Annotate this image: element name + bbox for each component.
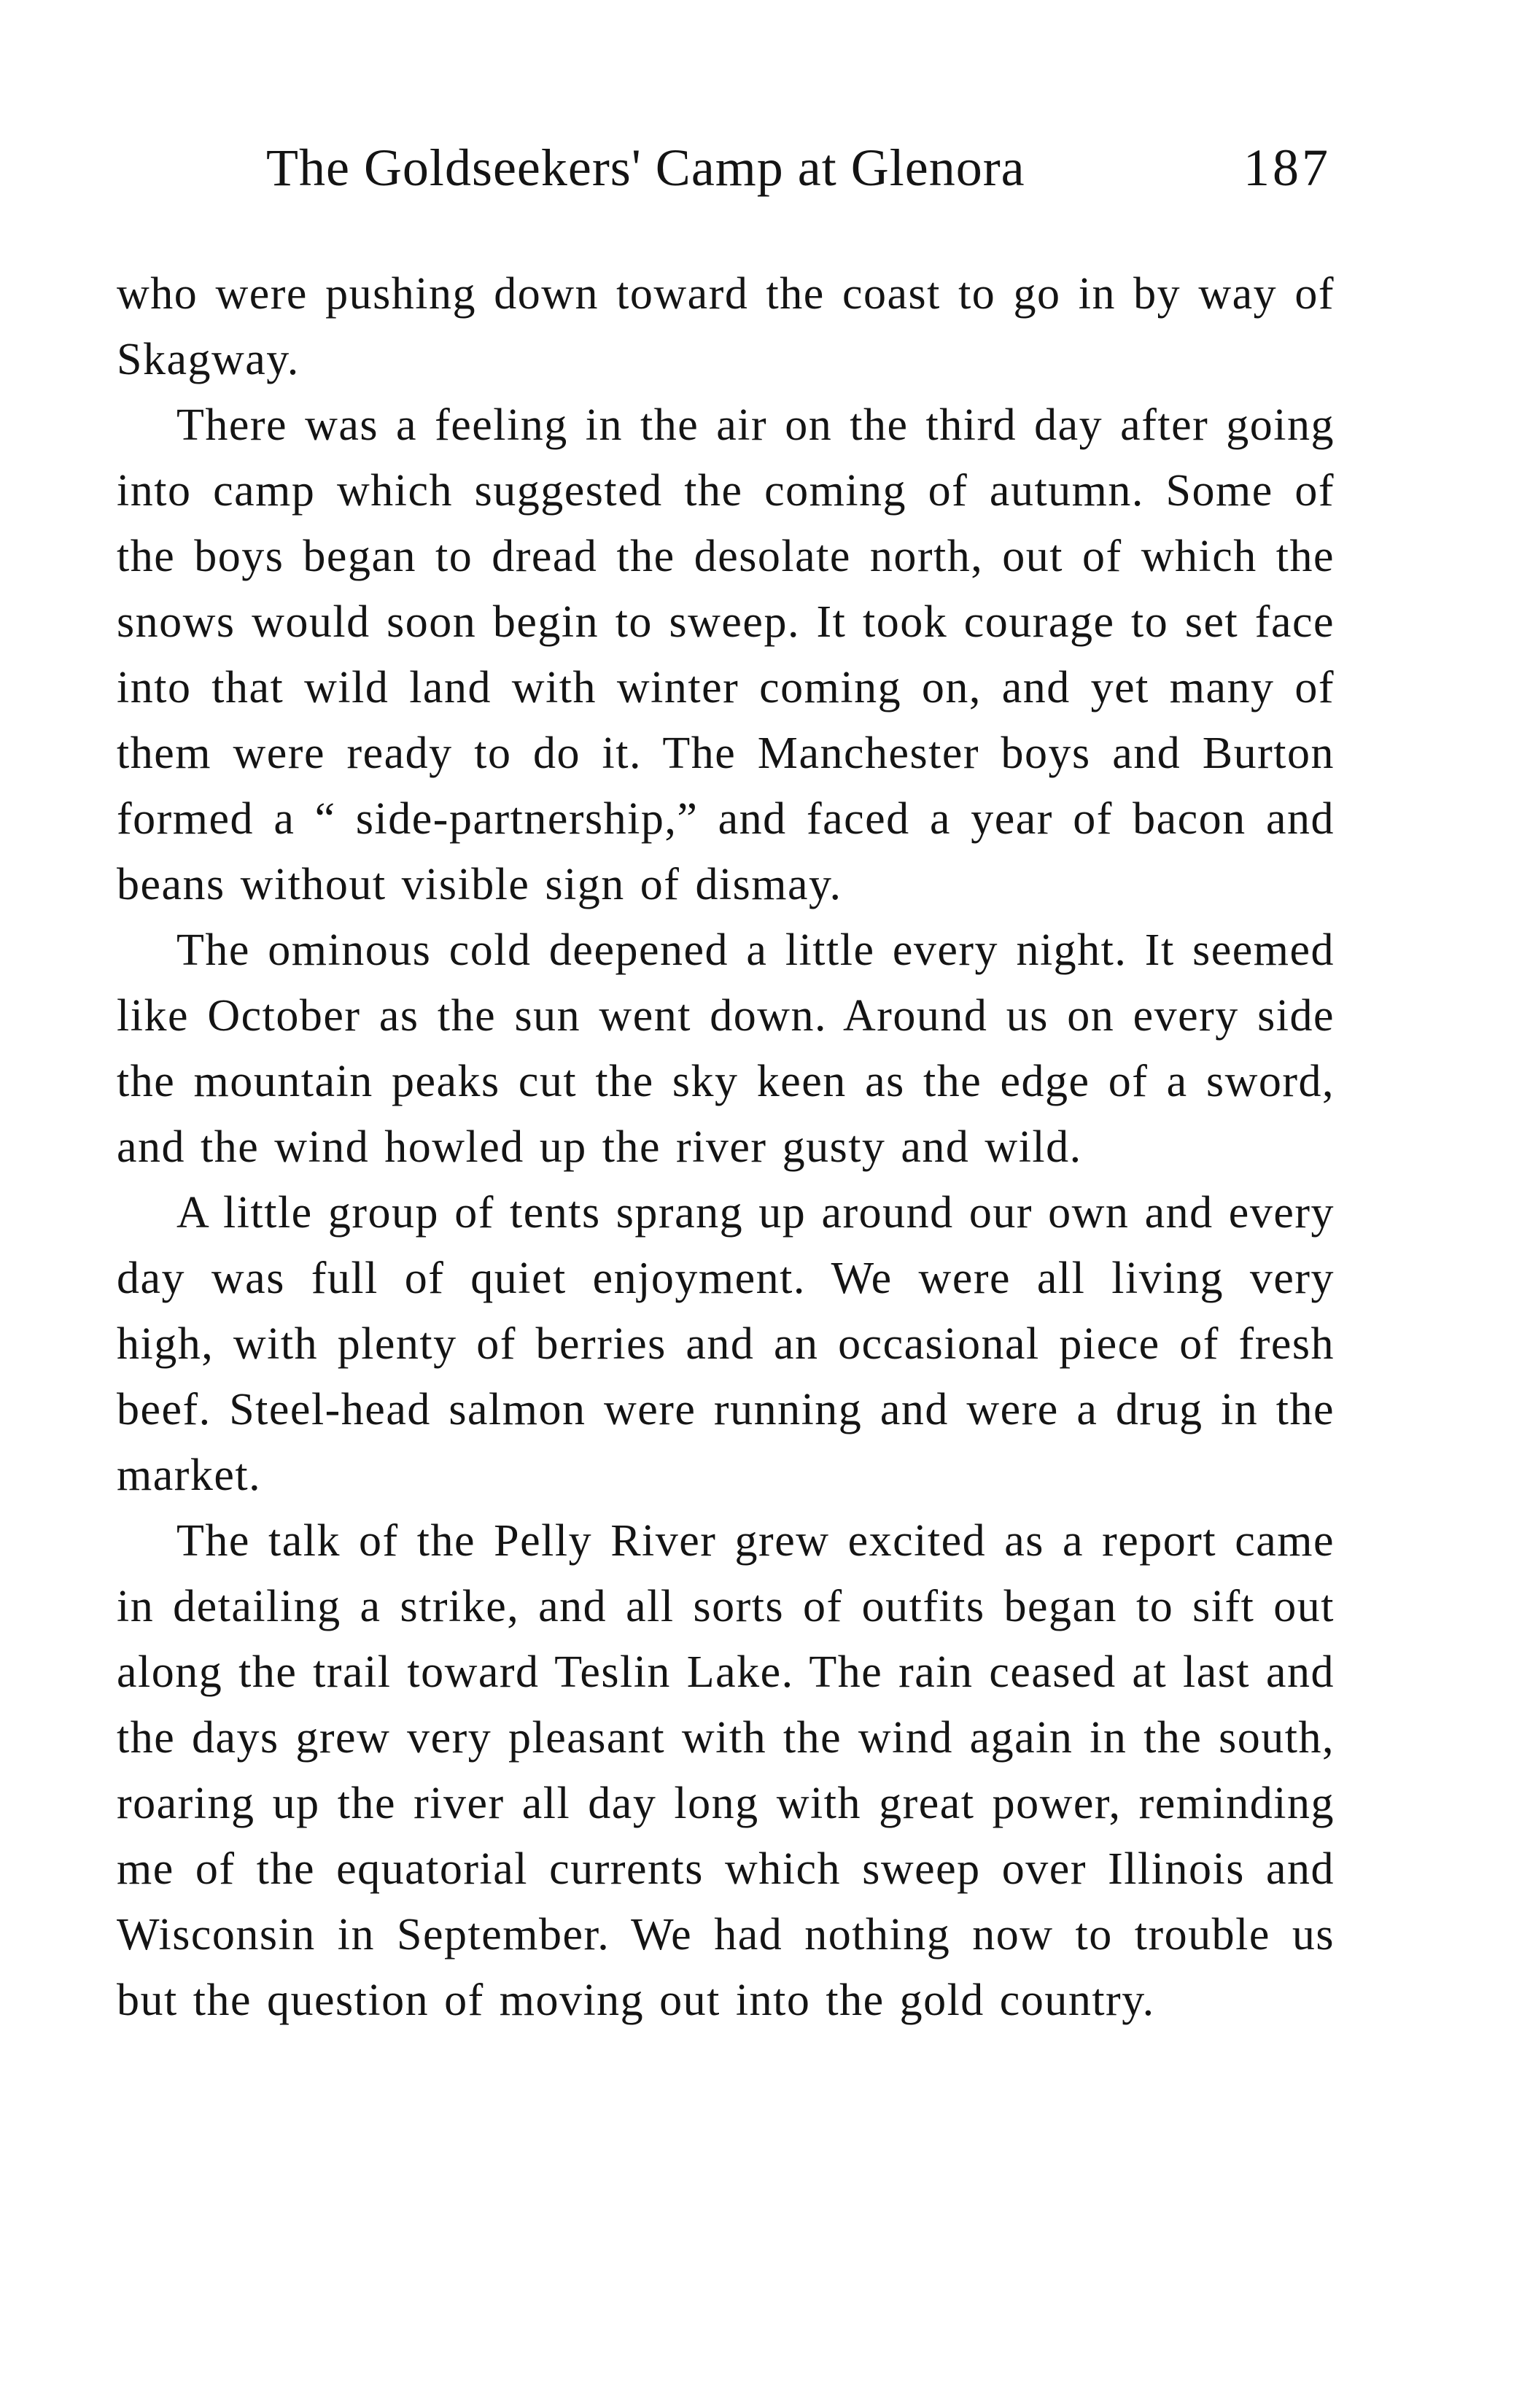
paragraph: There was a feeling in the air on the third day after going into camp which suggested the coming of autumn. Some of the boys began to dread the desolate north, out of which the snows would soon begin to sweep. It took courage to set face into that wild land with winter coming on, and yet many of them were ready to do it. The Manchester boys and Burton formed a “ side-partnership,” and faced a year of bacon and beans without visible sign of dismay. (117, 400, 1335, 909)
paragraph: A little group of tents sprang up around our own and every day was full of quiet enjoyment. We were all living very high, with plenty of berries and an occasional piece of fresh beef. Steel-head salmon were running and were a drug in the market. (117, 1188, 1335, 1500)
chapter-title: The Goldseekers' Camp at Glenora (266, 139, 1025, 197)
page-number: 187 (1243, 139, 1331, 197)
paragraph-continued: who were pushing down toward the coast to go in by way of Skagway. (117, 269, 1335, 384)
body-text (117, 261, 1335, 2033)
paragraph: The ominous cold deepened a little every night. It seemed like October as the sun went down. Around us on every side the mountain peaks cut the sky keen as the edge of a sword, and the wind howled up the river gusty and wild. (117, 925, 1335, 1172)
paragraph: The talk of the Pelly River grew excited as a report came in detailing a strike, and all sorts of outfits began to sift out along the trail toward Teslin Lake. The rain ceased at last and the days grew very pleasant with the wind again in the south, roaring up the river all day long with great power, reminding me of the equatorial currents which sweep over Illinois and Wisconsin in September. We had nothing now to trouble us but the question of moving out into the gold country. (117, 1516, 1335, 2025)
running-head (266, 135, 1331, 201)
